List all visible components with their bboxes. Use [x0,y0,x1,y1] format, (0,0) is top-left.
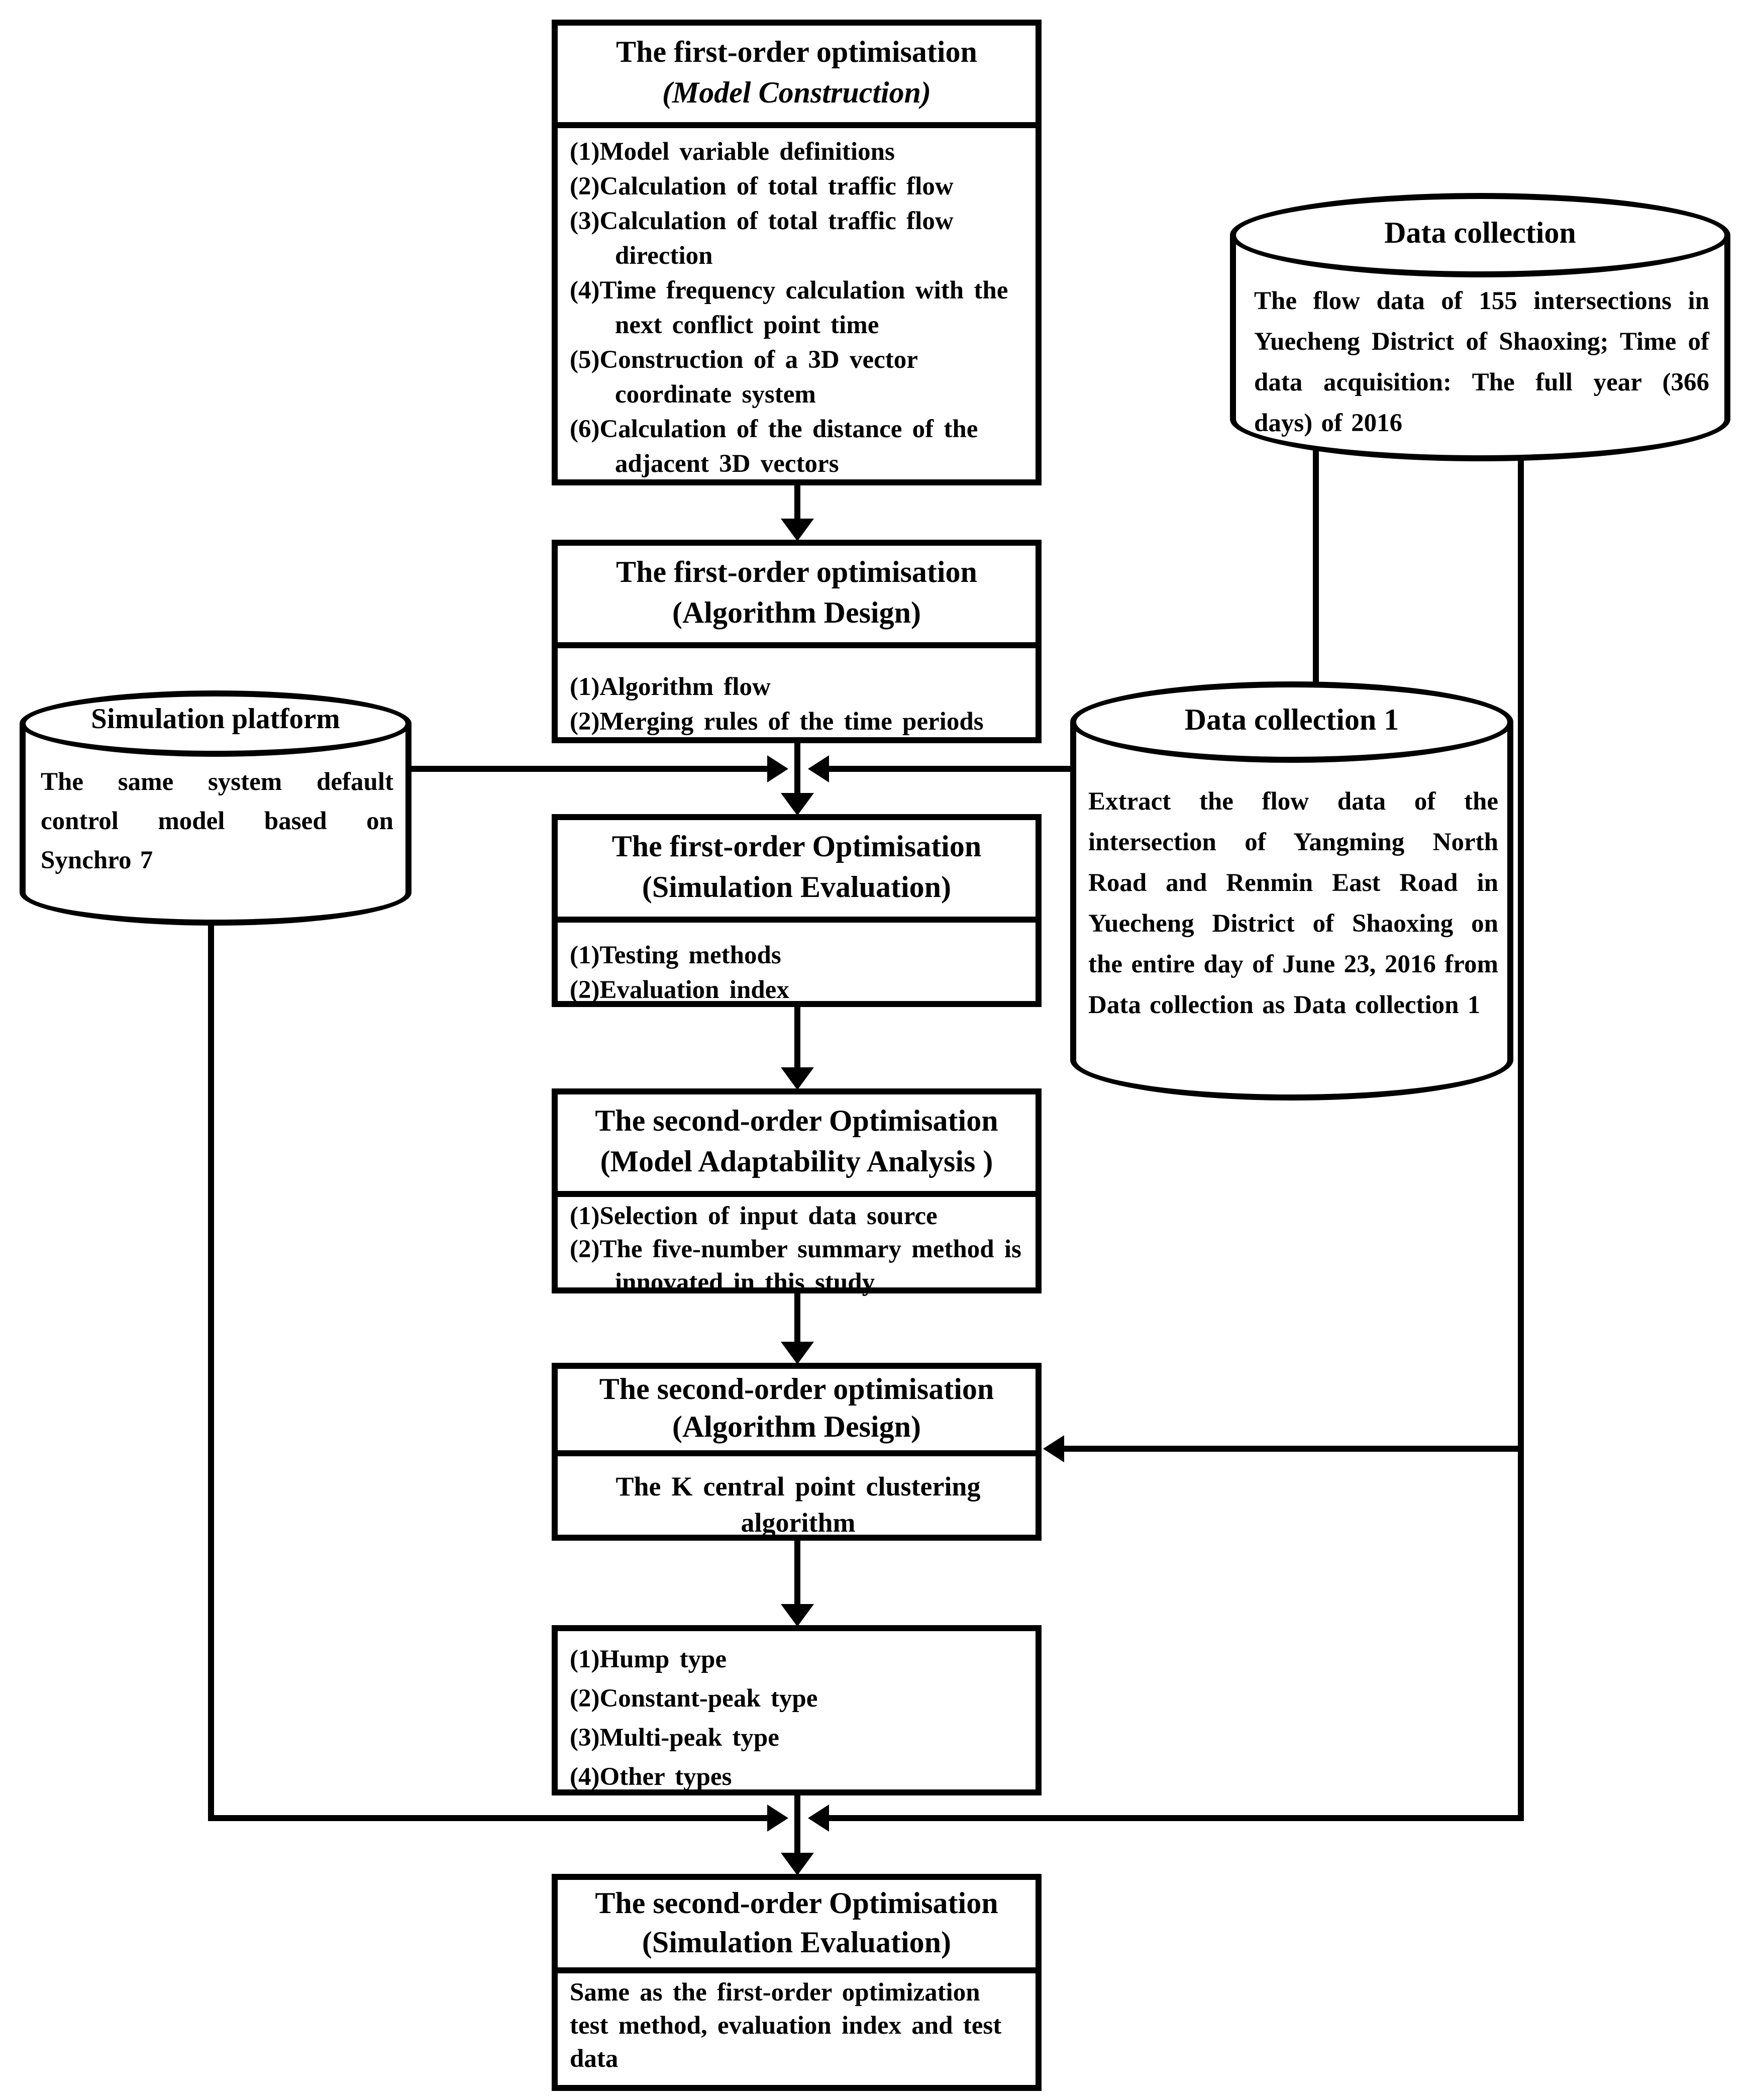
box5-title-line1: The second-order optimisation [599,1373,994,1407]
arrowhead-into-box6 [781,1604,814,1627]
box2-title [558,546,1036,648]
list-item: (2)The five-number summary method is innovated in this study [570,1235,1021,1296]
arrowhead-junction2-from-left [767,1805,788,1832]
arrowhead-into-box2 [781,519,814,541]
connector-data-collection-to-junction2 [828,1815,1524,1821]
cylinder-simulation-platform [20,690,411,926]
box4-body [558,1197,1036,1303]
data-collection-text: The flow data of 155 intersections in Yuecheng District of Shaoxing; Time of data acquisition: The full year (366 days) of 2016 [1254,286,1709,437]
list-item: (5)Construction of a 3D vector coordinate system [570,345,917,409]
list-item: (3)Calculation of total traffic flow direction [570,207,954,270]
list-item: (2)Merging rules of the time periods [570,707,984,736]
box4-title-line2: (Model Adaptability Analysis ) [600,1146,993,1179]
box2-title-line1: The first-order optimisation [616,556,977,589]
data-collection-1-text: Extract the flow data of the intersection of Yangming North Road and Renmin East Road in Yuecheng District of Shaoxing on the entire day of June 23, 2016 from Data collection as Data collection 1 [1088,787,1498,1019]
connector-simulation-platform-to-junction2 [208,1815,767,1821]
list-item: (2)Evaluation index [570,975,789,1004]
box-first-order-algorithm-design [552,540,1042,743]
box3-title-line2: (Simulation Evaluation) [642,871,952,905]
box1-title [558,26,1036,128]
box-first-order-model-construction [552,20,1042,485]
box3-body [558,923,1036,1010]
box-first-order-simulation-evaluation [552,814,1042,1007]
list-item: (2)Calculation of total traffic flow [570,172,954,201]
connector-data-collection1-to-junction1 [828,766,1073,772]
connector-box2-junction1-line [794,737,800,796]
box7-title-line2: (Simulation Evaluation) [642,1927,952,1960]
connector-data-collection-to-box5-line [1063,1446,1524,1452]
arrowhead-junction1-from-right [808,755,829,782]
box7-title [558,1880,1036,1973]
simulation-platform-text: The same system default control model based on Synchro 7 [41,767,393,874]
list-item: (2)Constant-peak type [570,1684,818,1713]
list-item: (4)Time frequency calculation with the next conflict point time [570,276,1008,339]
list-item: (1)Algorithm flow [570,672,771,701]
arrowhead-junction1-from-left [767,755,788,782]
cylinder-data-collection [1230,193,1730,461]
arrowhead-into-box5-right-edge [1043,1435,1064,1462]
box6-body [558,1631,1036,1800]
list-item: (1)Model variable definitions [570,137,895,166]
arrowhead-into-box4 [781,1067,814,1090]
box1-body [558,128,1036,484]
list-item: (1)Testing methods [570,941,781,969]
arrowhead-junction2-from-right [808,1805,829,1832]
data-collection-1-title: Data collection 1 [1184,704,1399,737]
box-second-order-simulation-evaluation [552,1874,1042,2091]
arrowhead-into-box7 [781,1853,814,1875]
connector-box3-box4-line [794,1004,800,1067]
box3-title-line1: The first-order Optimisation [611,831,982,864]
list-item: (1)Selection of input data source [570,1202,938,1230]
box2-body [558,648,1036,742]
data-collection-title: Data collection [1384,217,1576,250]
box-traffic-pattern-types [552,1625,1042,1795]
box4-title-line1: The second-order Optimisation [595,1105,998,1138]
arrowhead-into-box5 [781,1342,814,1364]
connector-box6-junction2-line [794,1792,800,1856]
box5-body: The K central point clustering algorithm [615,1471,981,1538]
connector-box5-box6-line [794,1538,800,1607]
box1-title-line2: (Model Construction) [662,77,932,110]
box5-title-line2: (Algorithm Design) [672,1411,921,1444]
connector-box1-box2-line [794,482,800,522]
arrowhead-into-box3 [781,793,814,816]
box7-title-line1: The second-order Optimisation [595,1887,998,1921]
box1-title-line1: The first-order optimisation [616,36,977,69]
connector-simulation-platform-to-junction1 [411,766,767,772]
box-second-order-model-adaptability [552,1088,1042,1296]
simulation-platform-title: Simulation platform [91,704,340,736]
box4-title [558,1094,1036,1197]
connector-data-collection-drop-line [1518,443,1524,1821]
cylinder-data-collection-1 [1070,681,1513,1101]
list-item: (1)Hump type [570,1645,727,1673]
box-second-order-algorithm-design [552,1363,1042,1541]
box7-body: Same as the first-order optimization test method, evaluation index and test data [570,1978,1002,2073]
list-item: (3)Multi-peak type [570,1723,779,1752]
box2-title-line2: (Algorithm Design) [672,597,921,630]
box5-title [558,1369,1036,1456]
connector-simulation-platform-drop-line [208,920,214,1821]
box3-title [558,820,1036,923]
list-item: (6)Calculation of the distance of the adjacent 3D vectors [570,415,978,478]
list-item: (4)Other types [570,1762,732,1791]
